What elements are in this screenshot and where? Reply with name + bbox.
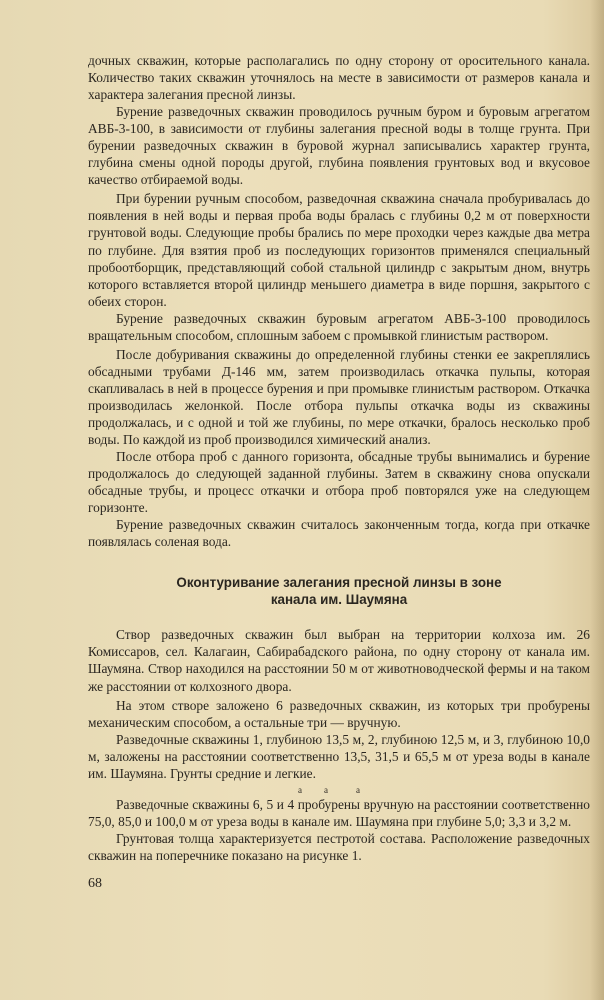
superscript-mark: а [356,784,360,795]
paragraph: Разведочные скважины 6, 5 и 4 пробурены вручную на расстоянии соответственно 75,0, 85,0 и 100,0 м от уреза воды в канале им. Шаумяна при глубине 5,0; 3,3 и 3,2 м. [88,796,590,829]
paragraph: Створ разведочных скважин был выбран на территории колхоза им. 26 Комиссаров, сел. Калагаин, Сабирабадского района, по одну сторону от канала им. Шаумяна. Створ находился на расстоянии 50 м от животноводческой фермы и на таком же расстоянии от колхозного двора. [88,627,590,694]
paragraph: При бурении ручным способом, разведочная скважина сначала пробуривалась до появления в ней воды и первая проба воды бралась с глубины 0,2 м от поверхности грунтовой воды. Следующие пробы брались по мере проходки через каждые два метра по глубине. Для взятия проб из последующих горизонтов применялся специальный пробоотборщик, представляющий собой стальной цилиндр с закрытым дном, внутрь которого вставляется второй цилиндр меньшего диаметра в виде поршня, закрытого с обеих сторон. [88,191,590,309]
wells-paragraph-block [88,784,590,830]
heading-line-2: канала им. Шаумяна [270,592,408,608]
page-text [88,52,590,864]
superscript-mark: а [298,784,302,795]
page-edge-shadow [590,0,604,1000]
page-number: 68 [88,876,102,891]
paragraph: На этом створе заложено 6 разведочных скважин, из которых три пробурены механическим способом, а остальные три — вручную. [88,697,590,730]
paragraph: Бурение разведочных скважин проводилось ручным буром и буровым агрегатом АВБ-3-100, в зависимости от глубины залегания пресной воды в толще грунта. При бурении разведочных скважин в буровой журнал записывались характер грунта, глубина смены одной породы другой, глубина появления грунтовых вод и вкусовое качество отбираемой воды. [88,104,590,188]
paragraph: Грунтовая толща характеризуется пестротой состава. Расположение разведочных скважин на поперечнике показано на рисунке 1. [88,830,590,863]
heading-line-1: Оконтуривание залегания пресной линзы в зоне [176,575,502,591]
superscript-mark: а [324,784,328,795]
paragraph: дочных скважин, которые располагались по одну сторону от оросительного канала. Количество таких скважин уточнялось на месте в зависимости от размеров канала и характера залегания пресной линзы. [88,53,590,103]
section-heading [88,574,590,608]
paragraph: Бурение разведочных скважин считалось законченным тогда, когда при откачке появлялась соленая вода. [88,517,590,550]
paragraph: После добуривания скважины до определенной глубины стенки ее закреплялись обсадными трубами Д-146 мм, затем производилась откачка пульпы, которая скапливалась в ней в процессе бурения и при промывке глинистым раствором. Откачка производилась желонкой. После отбора пульпы откачка воды из скважины продолжалась, и с одной и той же глубины, по мере откачки, бралось несколько проб воды. По каждой из проб производился химический анализ. [88,346,590,448]
paragraph: После отбора проб с данного горизонта, обсадные трубы вынимались и бурение продолжалось до следующей заданной глубины. Затем в скважину снова опускали обсадные трубы, и процесс откачки и отбора проб повторялся уже на следующем горизонте. [88,449,590,516]
paragraph: Разведочные скважины 1, глубиною 13,5 м, 2, глубиною 12,5 м, и 3, глубиною 10,0 м, заложены на расстоянии соответственно 13,5, 31,5 и 65,5 м от уреза воды в канале им. Шаумяна. Грунты средние и легкие. [88,731,590,781]
paragraph: Бурение разведочных скважин буровым агрегатом АВБ-3-100 проводилось вращательным способом, сплошным забоем с промывкой глинистым раствором. [88,310,590,343]
